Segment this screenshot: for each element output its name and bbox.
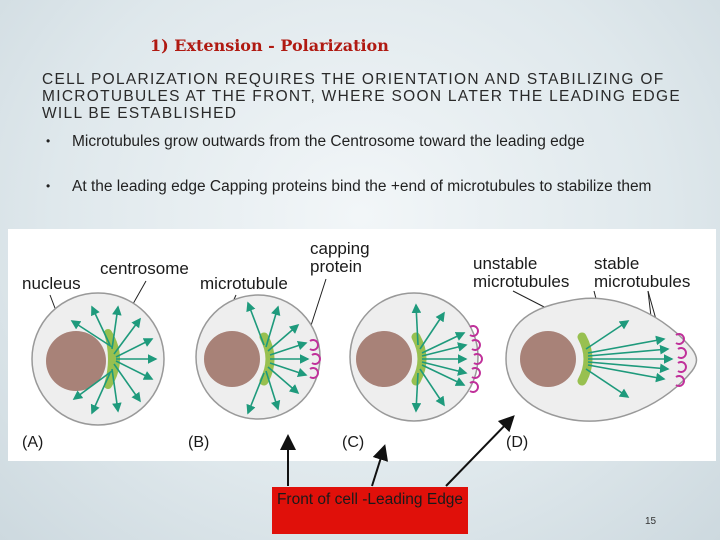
bullet-text: Microtubules grow outwards from the Centrosome toward the leading edge: [72, 133, 585, 150]
capping-protein-label-2: protein: [310, 257, 362, 276]
cell-d: [506, 298, 697, 451]
panel-b-label: (B): [188, 434, 210, 451]
slide-heading: CELL POLARIZATION REQUIRES THE ORIENTATION AND STABILIZING OF MICROTUBULES AT THE FRONT, WHERE SOON LATER THE LEADING EDGE WILL BE ESTABLISHED: [42, 71, 681, 122]
cell-c: [342, 293, 482, 451]
microtubule-label: microtubule: [200, 274, 288, 293]
slide-title: 1) Extension - Polarization: [150, 36, 389, 55]
centrosome-label: centrosome: [100, 259, 189, 278]
bullet-dot-icon: •: [46, 179, 51, 193]
panel-c-label: (C): [342, 434, 365, 451]
unstable-label-1: unstable: [473, 254, 538, 273]
cell-polarization-figure: [8, 229, 716, 461]
stable-label-1: stable: [594, 254, 640, 273]
nucleus-label: nucleus: [22, 274, 81, 293]
cell-b: [188, 295, 320, 451]
cell-a-centrosome: [108, 333, 116, 385]
cell-a: [22, 293, 164, 451]
unstable-label-2: microtubules: [473, 272, 570, 291]
panel-a-label: (A): [22, 434, 44, 451]
capping-protein-label-1: capping: [310, 239, 370, 258]
cell-b-nucleus: [204, 331, 260, 387]
bullet-text: At the leading edge Capping proteins bind the +end of microtubules to stabilize them: [72, 178, 652, 195]
stable-label-2: microtubules: [594, 272, 691, 291]
page-number: 15: [645, 516, 657, 527]
leading-edge-callout: Front of cell -Leading Edge: [272, 487, 468, 534]
panel-d-label: (D): [506, 434, 529, 451]
cell-c-nucleus: [356, 331, 412, 387]
cell-d-nucleus: [520, 331, 576, 387]
bullet-dot-icon: •: [46, 134, 51, 148]
